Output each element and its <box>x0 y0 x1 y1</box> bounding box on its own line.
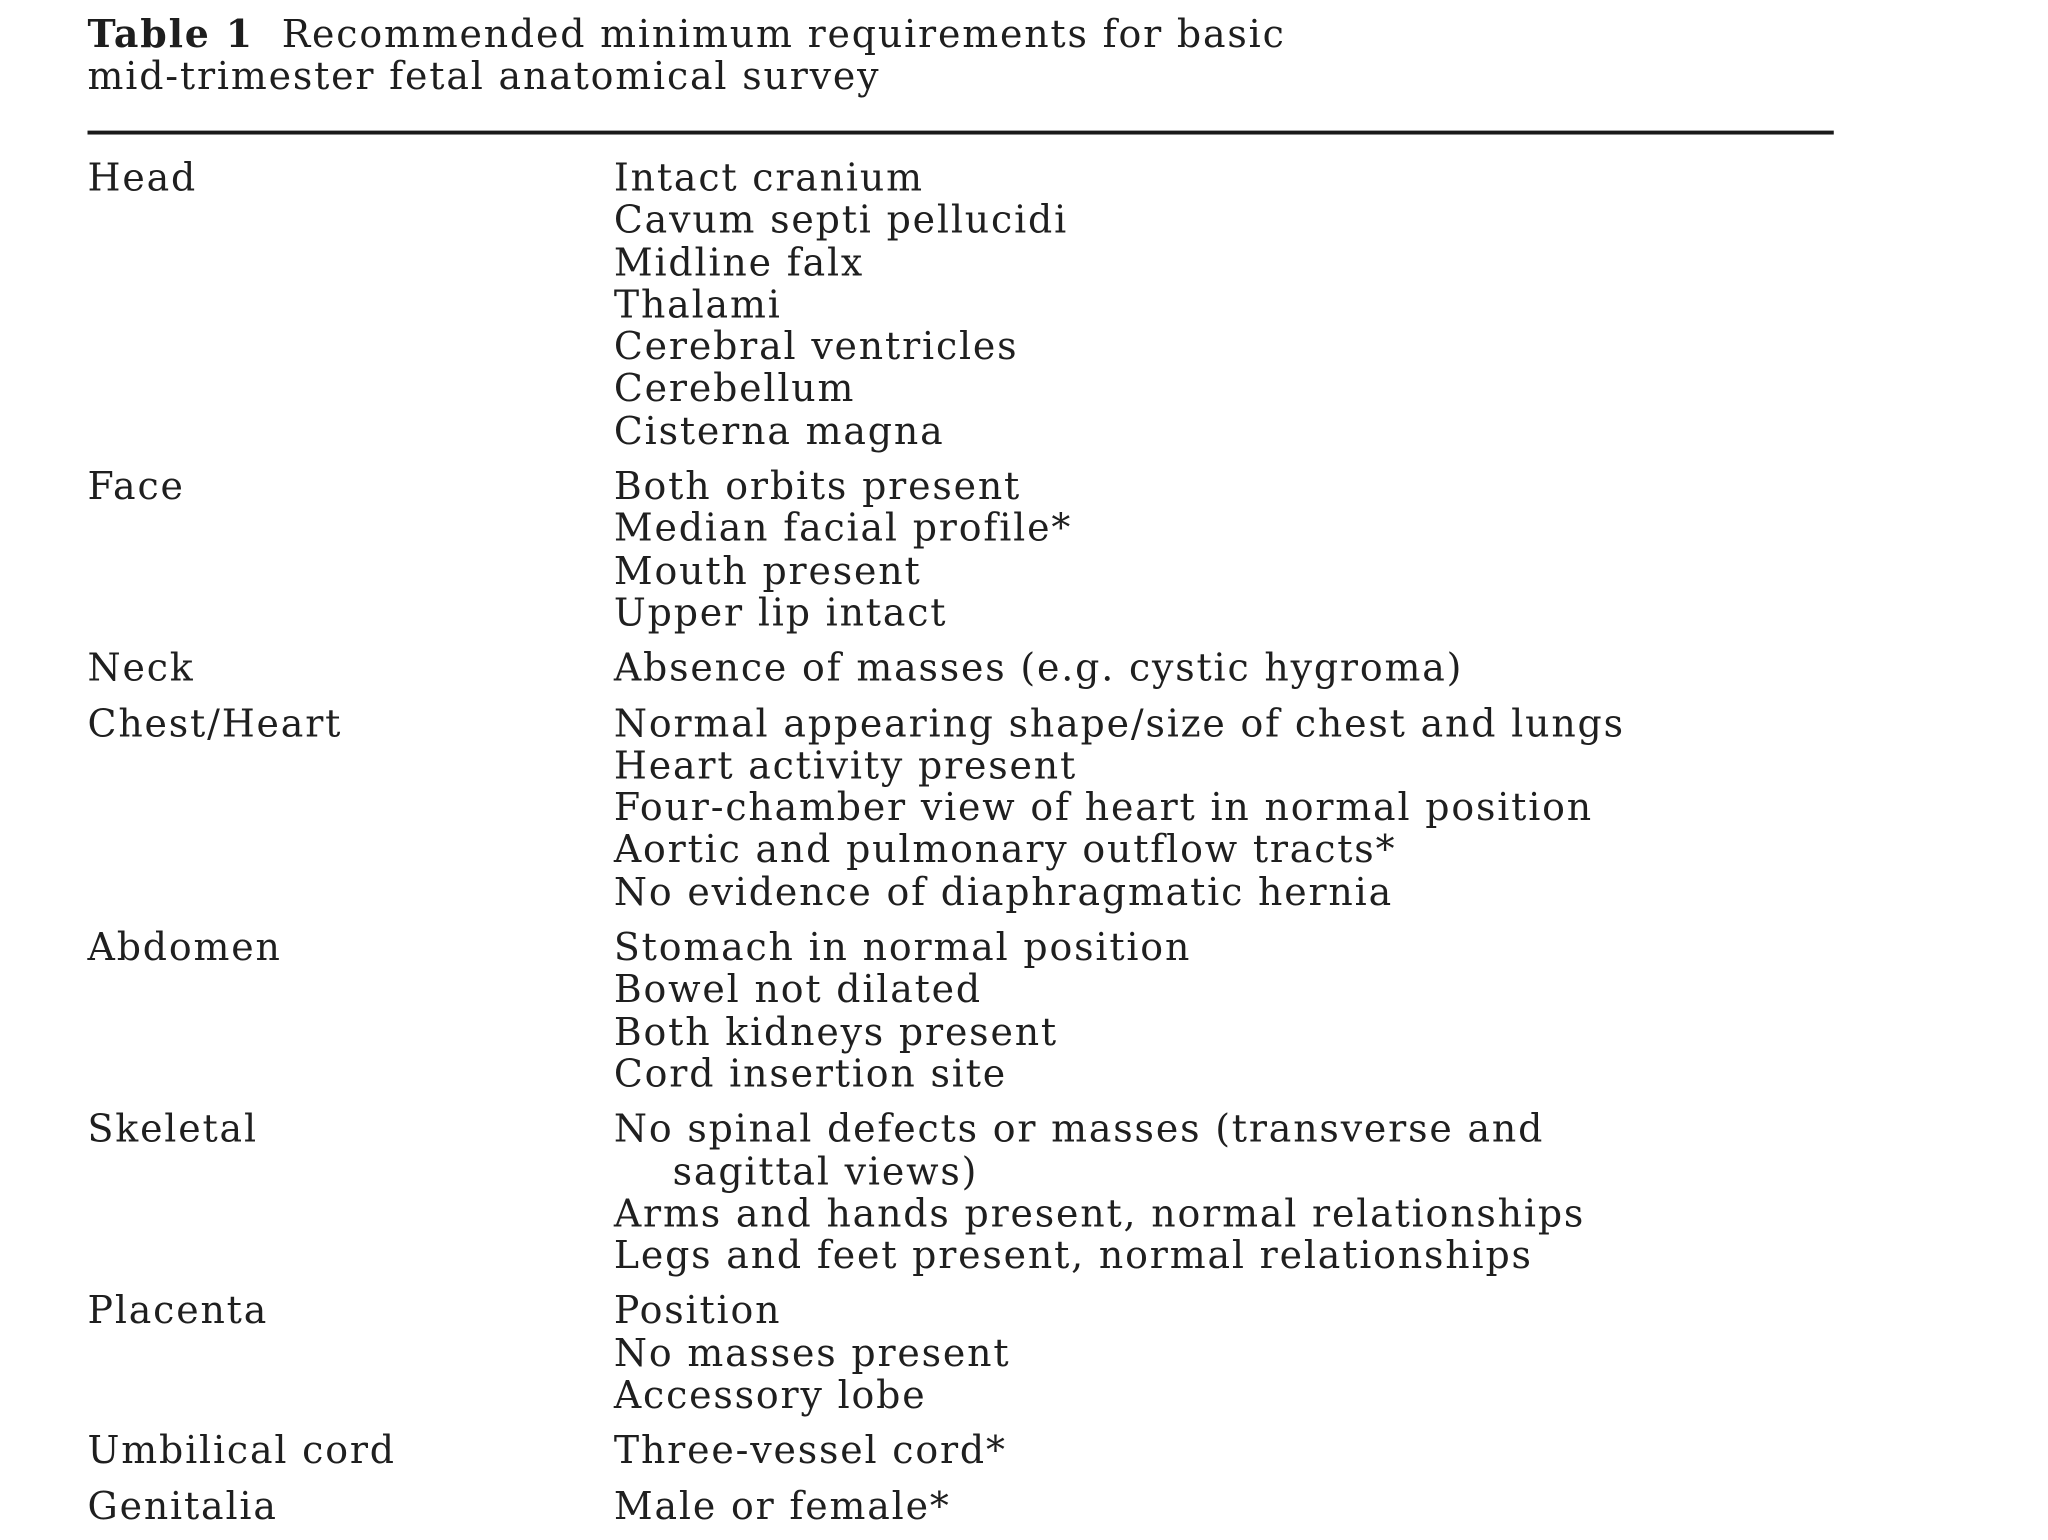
row-category: Head <box>87 155 198 200</box>
row-category: Abdomen <box>87 924 282 970</box>
requirement-item: Cord insertion site <box>613 1051 1008 1096</box>
requirement-item: Cavum septi pellucidi <box>613 197 1069 243</box>
table-top-rule <box>88 131 1834 135</box>
row-category: Skeletal <box>87 1106 258 1151</box>
caption-title-line-2: mid-trimester fetal anatomical survey <box>87 53 881 98</box>
table-row <box>0 1290 2048 1417</box>
requirement-item: Upper lip intact <box>613 590 948 635</box>
requirement-item: Absence of masses (e.g. cystic hygroma) <box>613 645 1464 690</box>
row-category: Placenta <box>87 1288 269 1333</box>
row-category: Chest/Heart <box>87 700 343 746</box>
requirement-item: No masses present <box>613 1330 1011 1375</box>
requirement-item: No evidence of diaphragmatic hernia <box>613 869 1393 914</box>
requirement-item: Heart activity present <box>613 742 1078 788</box>
row-category: Umbilical cord <box>87 1427 396 1473</box>
requirement-item: Median facial profile* <box>613 505 1073 551</box>
requirement-item: Both kidneys present <box>613 1009 1058 1054</box>
requirement-item: Legs and feet present, normal relationships <box>613 1233 1533 1278</box>
requirement-item: Both orbits present <box>613 463 1022 509</box>
requirement-item: Male or female* <box>613 1483 951 1528</box>
requirement-item: Cisterna magna <box>613 408 945 453</box>
requirement-item: Normal appearing shape/size of chest and lungs <box>613 700 1625 746</box>
requirement-item: sagittal views) <box>672 1148 979 1194</box>
requirement-item: Three-vessel cord* <box>613 1427 1007 1473</box>
caption-line-1 <box>88 13 1838 55</box>
table-body <box>0 157 2048 1540</box>
requirement-item: No spinal defects or masses (transverse and <box>613 1106 1545 1151</box>
caption-title-line-1: Recommended minimum requirements for basic <box>281 11 1286 57</box>
row-items <box>614 702 1868 913</box>
row-items <box>614 1290 1868 1417</box>
requirement-item: Cerebellum <box>613 366 856 411</box>
requirement-item: Accessory lobe <box>613 1372 927 1418</box>
row-items <box>614 926 1868 1095</box>
row-items <box>614 465 1868 634</box>
requirement-item: Midline falx <box>613 239 865 285</box>
table-row <box>0 647 2048 689</box>
table-row <box>0 1485 2048 1527</box>
requirement-item: Thalami <box>613 281 782 327</box>
row-items <box>614 647 1868 689</box>
table-row <box>0 926 2048 1095</box>
table-label: Table 1 <box>87 11 254 57</box>
requirement-item: Bowel not dilated <box>613 966 982 1012</box>
table-row <box>0 702 2048 913</box>
row-items <box>614 1485 1868 1527</box>
row-items <box>614 1429 1868 1471</box>
requirement-item: Intact cranium <box>613 155 924 200</box>
row-category: Genitalia <box>87 1483 278 1528</box>
table-row <box>0 157 2048 452</box>
requirement-item: Position <box>613 1288 782 1333</box>
requirement-item: Arms and hands present, normal relationships <box>613 1190 1586 1236</box>
row-items <box>614 1108 1868 1277</box>
requirement-item: Cerebral ventricles <box>613 324 1019 369</box>
requirement-item: Four-chamber view of heart in normal position <box>613 785 1594 830</box>
table-row <box>0 1108 2048 1277</box>
table-row <box>0 1429 2048 1471</box>
row-category: Neck <box>87 645 195 690</box>
row-category: Face <box>87 463 185 509</box>
requirement-item: Stomach in normal position <box>613 924 1192 970</box>
requirement-item: Aortic and pulmonary outflow tracts* <box>613 827 1397 872</box>
row-items <box>614 157 1868 452</box>
table-row <box>0 465 2048 634</box>
table-caption <box>88 13 1838 97</box>
requirement-item: Mouth present <box>613 548 922 593</box>
